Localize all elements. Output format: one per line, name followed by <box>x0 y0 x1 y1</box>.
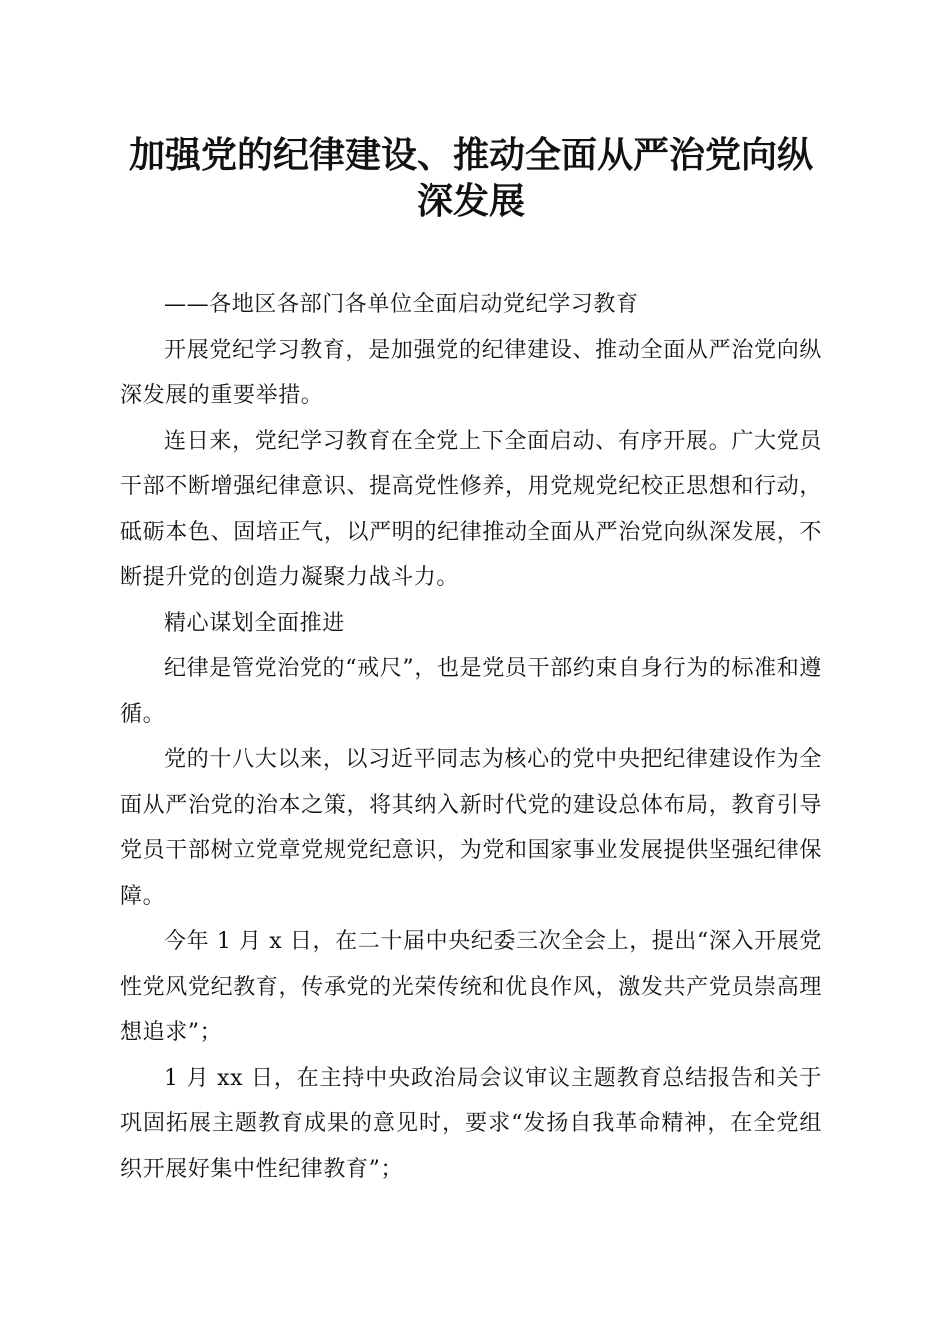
document-body <box>120 282 822 1192</box>
body-paragraph: 开展党纪学习教育，是加强党的纪律建设、推动全面从严治党向纵深发展的重要举措。 <box>120 337 822 408</box>
body-paragraph: 纪律是管党治党的“戒尺”，也是党员干部约束自身行为的标准和遵循。 <box>120 656 822 727</box>
body-paragraph: 1 月 xx 日，在主持中央政治局会议审议主题教育总结报告和关于巩固拓展主题教育成果的意见时，要求“发扬自我革命精神，在全党组织开展好集中性纪律教育”； <box>120 1065 822 1182</box>
body-paragraph: 今年 1 月 x 日，在二十届中央纪委三次全会上，提出“深入开展党性党风党纪教育，传承党的光荣传统和优良作风，激发共产党员崇高理想追求”； <box>120 929 822 1045</box>
body-paragraph: 连日来，党纪学习教育在全党上下全面启动、有序开展。广大党员干部不断增强纪律意识、提高党性修养，用党规党纪校正思想和行动，砥砺本色、固培正气，以严明的纪律推动全面从严治党向纵深发展，不断提升党的创造力凝聚力战斗力。 <box>120 428 822 590</box>
document-title: 加强党的纪律建设、推动全面从严治党向纵深发展 <box>128 134 813 222</box>
body-paragraph: 党的十八大以来，以习近平同志为核心的党中央把纪律建设作为全面从严治党的治本之策，将其纳入新时代党的建设总体布局，教育引导党员干部树立党章党规党纪意识，为党和国家事业发展提供坚强纪律保障。 <box>120 747 822 909</box>
subtitle-paragraph: ——各地区各部门各单位全面启动党纪学习教育 <box>164 292 639 317</box>
section-heading: 精心谋划全面推进 <box>164 610 345 636</box>
document-page <box>120 132 822 1192</box>
